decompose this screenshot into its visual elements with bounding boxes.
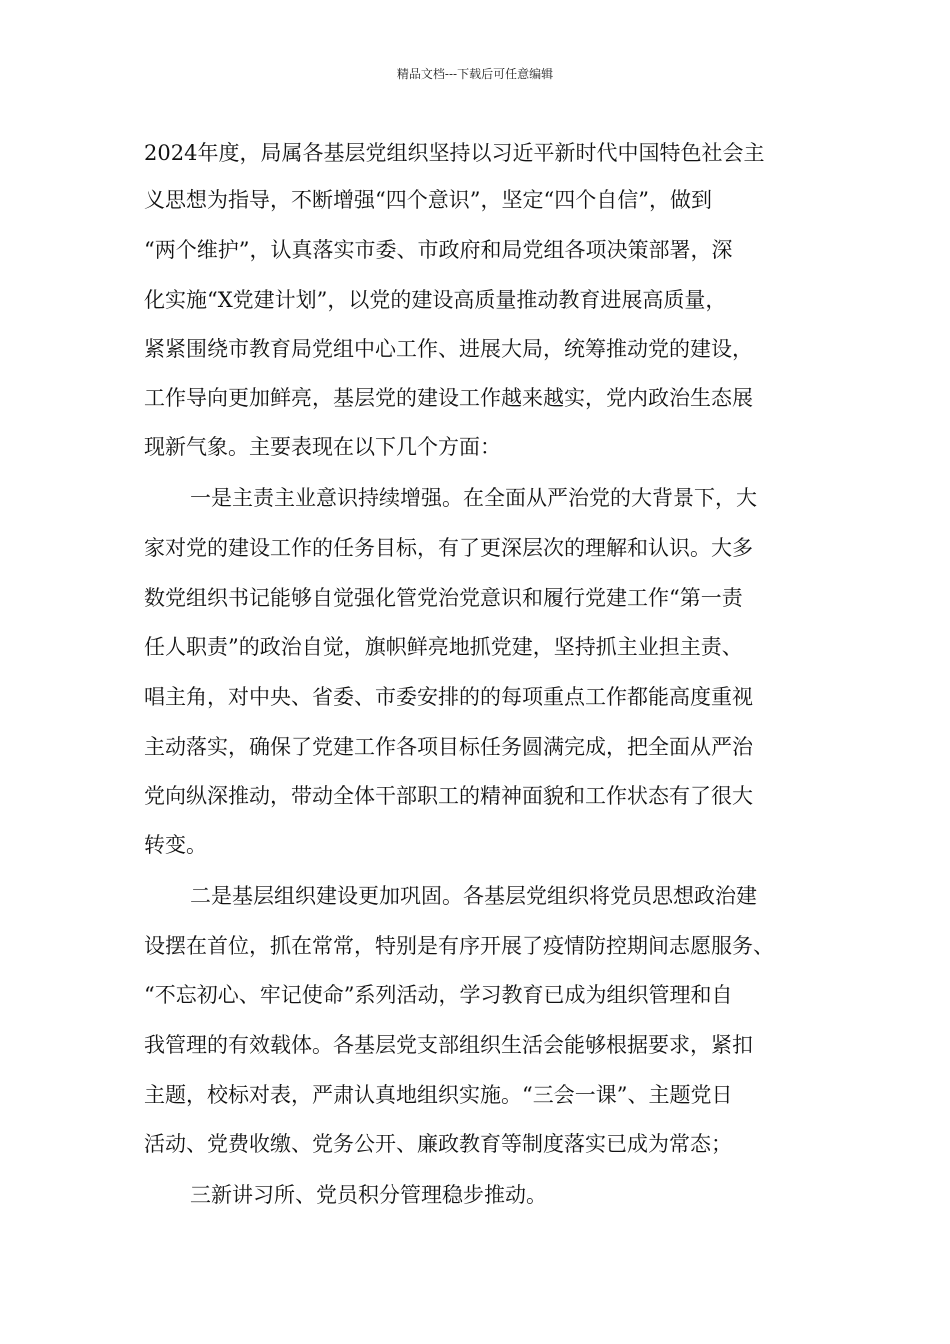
body-line: 化实施“X党建计划”，以党的建设高质量推动教育进展高质量， <box>144 288 727 312</box>
body-line: 党向纵深推动，带动全体干部职工的精神面貌和工作状态有了很大 <box>144 784 753 808</box>
body-line: 家对党的建设工作的任务目标，有了更深层次的理解和认识。大多 <box>144 536 753 560</box>
body-line: 设摆在首位，抓在常常，特别是有序开展了疫情防控期间志愿服务、 <box>144 934 774 958</box>
body-line: 主题，校标对表，严肃认真地组织实施。“三会一课”、主题党日 <box>144 1083 733 1107</box>
body-line: 工作导向更加鲜亮，基层党的建设工作越来越实，党内政治生态展 <box>144 386 753 410</box>
body-line: 二是基层组织建设更加巩固。各基层党组织将党员思想政治建 <box>190 884 757 908</box>
body-line: 主动落实，确保了党建工作各项目标任务圆满完成，把全面从严治 <box>144 735 753 759</box>
body-line: 任人职责”的政治自觉，旗帜鲜亮地抓党建，坚持抓主业担主责、 <box>144 635 743 659</box>
body-line: 一是主责主业意识持续增强。在全面从严治党的大背景下，大 <box>190 486 757 510</box>
body-line: 转变。 <box>144 833 207 857</box>
body-line: 2024年度，局属各基层党组织坚持以习近平新时代中国特色社会主 <box>144 141 765 165</box>
body-line: 数党组织书记能够自觉强化管党治党意识和履行党建工作“第一责 <box>144 586 743 610</box>
body-line: 我管理的有效载体。各基层党支部组织生活会能够根据要求，紧扣 <box>144 1033 753 1057</box>
body-line: 义思想为指导，不断增强“四个意识”，坚定“四个自信”，做到 <box>144 188 712 212</box>
body-line: 紧紧围绕市教育局党组中心工作、进展大局，统筹推动党的建设， <box>144 337 753 361</box>
body-line: 唱主角，对中央、省委、市委安排的的每项重点工作都能高度重视 <box>144 685 753 709</box>
body-line: 活动、党费收缴、党务公开、廉政教育等制度落实已成为常态； <box>144 1132 732 1156</box>
body-line: “不忘初心、牢记使命”系列活动，学习教育已成为组织管理和自 <box>144 983 733 1007</box>
body-line: 现新气象。主要表现在以下几个方面： <box>144 435 501 459</box>
page-header: 精品文档---下载后可任意编辑 <box>396 67 554 81</box>
body-line: 三新讲习所、党员积分管理稳步推动。 <box>190 1183 547 1207</box>
body-line: “两个维护”，认真落实市委、市政府和局党组各项决策部署，深 <box>144 238 733 262</box>
